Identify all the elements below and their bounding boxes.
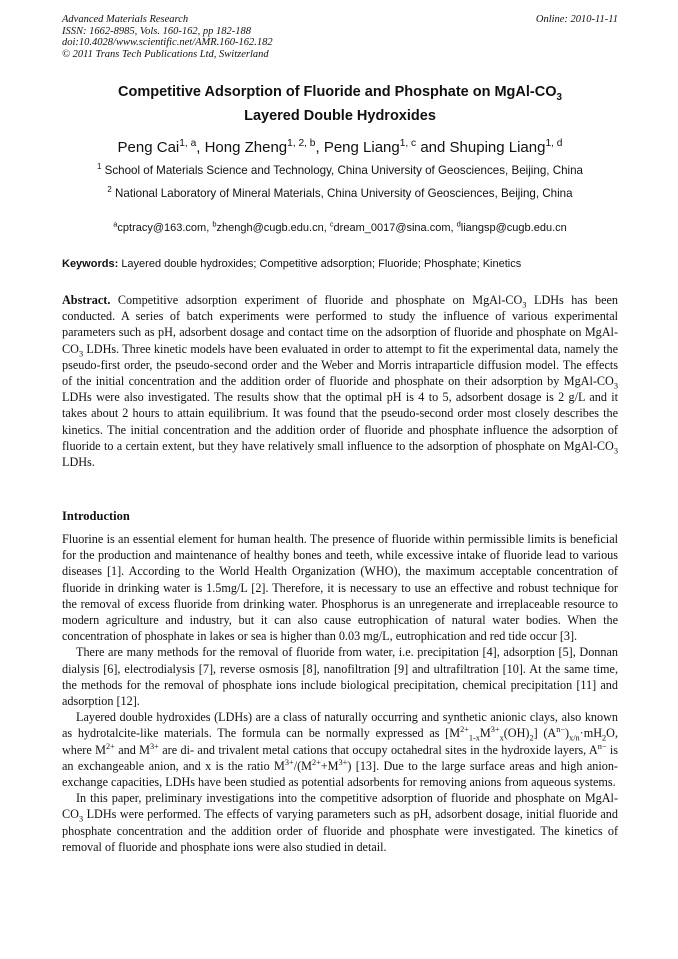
author-emails: $^a$cptracy@163.com, $^b$zhengh@cugb.edu.cn, $^c$dream_0017@sina.com, $^d$liangsp@cugb.edu.cn <box>113 219 567 234</box>
title-line-2: Layered Double Hydroxides <box>244 108 436 124</box>
author-name: Peng Cai <box>117 139 180 156</box>
paragraph: There are many methods for the removal of fluoride from water, i.e. precipitation [4], adsorption [5], Donnan dialysis [6], electrodialysis [7], reverse osmosis [8], nanofiltration [9] and ultrafiltration [10]. At the same time, the methods for the removal of phosphate ions include biological precipitation, chemical precipitation [11] and adsorption [12]. <box>62 645 618 709</box>
keywords-text: Layered double hydroxides; Competitive adsorption; Fluoride; Phosphate; Kinetics <box>121 258 522 270</box>
author-name: Shuping Liang <box>449 139 546 156</box>
email-link[interactable]: dream_0017@sina.com, <box>333 222 454 234</box>
journal-doi: doi:10.4028/www.scientific.net/AMR.160-162.182 <box>62 37 273 48</box>
affiliation: $^2$ National Laboratory of Mineral Materials, China University of Geosciences, Beijing, China <box>107 185 573 200</box>
email-link[interactable]: liangsp@cugb.edu.cn <box>460 222 567 234</box>
journal-issn: ISSN: 1662-8985, Vols. 160-162, pp 182-188 <box>62 25 251 37</box>
journal-copyright: © 2011 Trans Tech Publications Ltd, Switzerland <box>62 48 269 60</box>
paragraph: Fluorine is an essential element for human health. The presence of fluoride within permissible limits is beneficial for the production and maintenance of healthy bones and teeth, while excessive intake of fluoride lead to various diseases [1]. According to the World Health Organization (WHO), the maximum acceptable concentration of fluoride in drinking water is 1.5mg/L [2]. Therefore, it is necessary to use an effective and robust technique for the removal of excess fluoride from drinking water. Phosphorus is an unregenerate and irreplaceable resource to modern agriculture and industry, but it can also cause eutrophication of natural water bodies. When the concentration of phosphate in lakes or sea is higher than 0.03 mg/L, eutrophication and red tide occur [3]. <box>62 532 618 644</box>
journal-header <box>62 14 618 60</box>
email-link[interactable]: cptracy@163.com, <box>117 222 210 234</box>
paper-title <box>62 80 618 128</box>
keywords <box>62 256 618 272</box>
author-name: Peng Liang <box>323 139 400 156</box>
journal-name: Advanced Materials Research <box>62 14 189 25</box>
title-line-1: Competitive Adsorption of Fluoride and Phosphate on MgAl-$CO_3$ <box>118 84 562 103</box>
abstract: Abstract. Competitive adsorption experiment of fluoride and phosphate on MgAl-$CO_3$ LDHs has been conducted. A series of batch experiments were performed to study the influence of various experimental parameters such as pH, adsorbent dosage and contact time on the adsorption of fluoride and phosphate on MgAl-$CO_3$ LDHs. Three kinetic models have been evaluated in order to attempt to fit the experimental data, namely the pseudo-first order, the pseudo-second order and the Weber and Morris intraparticle diffusion model. The effects of the initial concentration and the addition order of fluoride and phosphate on their adsorption by MgAl-$CO_3$ LDHs were also investigated. The results show that the optimal pH is 4 to 5, adsorbent dosage is 2 g/L and it takes about 2 hours to attain equilibrium. It was found that the pseudo-second order most closely describes the kinetics. The initial concentration and the addition order of fluoride and phosphate influence the adsorption of fluoride to a certain extent, but they have relatively small influence to the adsorption of phosphate on MgAl-$CO_3$ LDHs. <box>62 293 619 470</box>
paragraph: In this paper, preliminary investigations into the competitive adsorption of fluoride and phosphate on MgAl-$CO_3$ LDHs were performed. The effects of varying parameters such as pH, adsorbent dosage, initial fluoride and phosphate concentration and the addition order of fluoride and phosphate were investigated. The kinetics of removal of fluoride and phosphate ions were also studied in detail. <box>62 791 618 854</box>
affiliation: $^1$ School of Materials Science and Technology, China University of Geosciences, Beijing, China <box>96 162 583 177</box>
author-name: Hong Zheng <box>204 139 288 156</box>
email-link[interactable]: zhengh@cugb.edu.cn, <box>216 222 327 234</box>
abstract-label: Abstract. <box>62 293 111 307</box>
author-list: Peng Cai$^{1, a}$, Hong Zheng$^{1, 2, b}$, Peng Liang$^{1, c}$ and Shuping Liang$^{1, d}$ <box>117 138 563 156</box>
section-heading: Introduction <box>62 509 130 523</box>
keywords-label: Keywords: <box>62 258 119 270</box>
introduction-body <box>62 531 618 855</box>
online-date: Online: 2010-11-11 <box>535 14 618 25</box>
paragraph: Layered double hydroxides (LDHs) are a class of naturally occurring and synthetic anionic clays, also known as hydrotalcite-like materials. The formula can be normally expressed as $[M^{2+}_{1-x}M^{3+}_x(OH)_2]$ $(A^{n-})_{x/n}\cdot mH_2O$, where $M^{2+}$ and $M^{3+}$ are di- and trivalent metal cations that occupy octahedral sites in the hydroxide layers, $A^{n-}$ is an exchangeable anion, and x is the ratio $M^{3+}/(M^{2+}+M^{3+})$ [13]. Due to the large surface areas and high anion-exchange capacities, LDHs have been studied as potential adsorbents for removing anions from aqueous systems. <box>62 710 619 790</box>
